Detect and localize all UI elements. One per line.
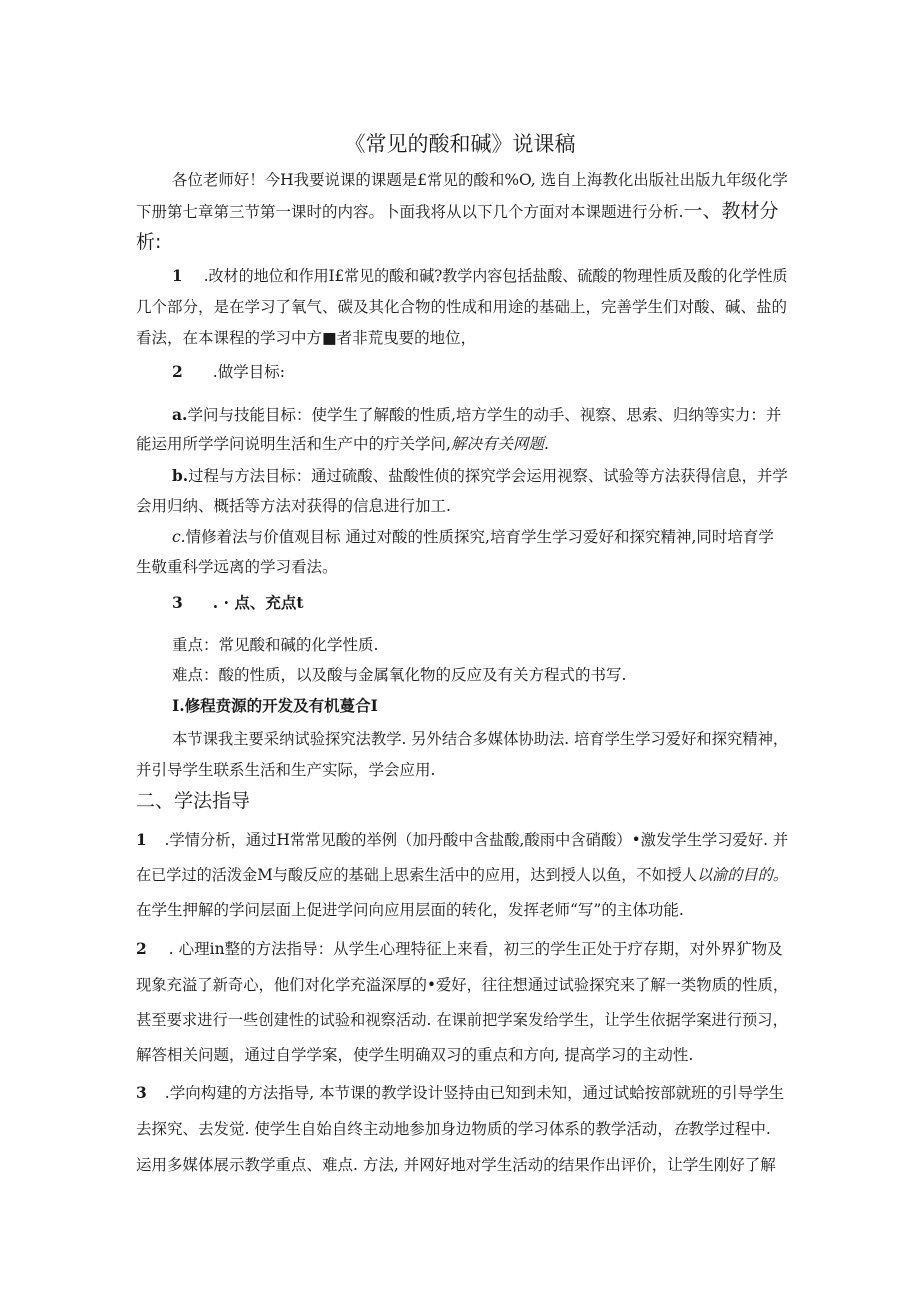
item-3-number: 3 (172, 593, 183, 612)
goal-a-label: a. (172, 405, 188, 424)
method-2-line-2: 现象充溢了新奇心，他们对化学充溢深厚的•爱好，往往想通过试验探究来了解一类物质的性质， (136, 976, 789, 994)
method-3-line-2 (136, 1119, 771, 1139)
method-3-line-1 (136, 1083, 784, 1103)
method-1-line-2 (136, 865, 788, 885)
method-3-number: 3 (136, 1083, 147, 1102)
intro-line-1: 各位老师好！今H我要说课的课题是£常见的酸和%O, 选自上海教化出版社出版九年级化学 (172, 171, 788, 189)
item-4-line-1: 本节课我主要采纳试验探究法教学. 另外结合多媒体协助法. 培育学生学习爱好和探究精神， (172, 730, 789, 748)
item-1-text: .改材的地位和作用I£常见的酸和碱?教学内容包括盐酸、硫酸的物理性质及酸的化学性质 (203, 267, 788, 285)
difficult-point: 难点：酸的性质，以及酸与金属氧化物的反应及有关方程式的书写. (172, 666, 627, 684)
goal-c-line-2: 生敬重科学远离的学习看法。 (136, 558, 338, 576)
item-2-number: 2 (172, 362, 183, 381)
method-1-italic: 以渝的目的。 (696, 866, 788, 884)
goal-b-label: b. (172, 466, 189, 485)
method-2-line-3: 甚至要求进行一些创建性的试验和视察活动. 在课前把学案发给学生，让学生依据学案进行预习， (136, 1011, 788, 1029)
goal-a-italic: 解决有关网题. (450, 435, 549, 453)
method-3-italic: 在 (672, 1120, 689, 1138)
intro-text: 下册第七章第三节第一课时的内容。卜面我将从以下几个方面对本课题进行分析. (136, 203, 684, 221)
goal-a-text: 学问与技能目标：使学生了解酸的性质,培方学生的动手、视察、思索、归纳等实力：并 (187, 406, 782, 424)
section-heading-1: 一、教材分 (683, 200, 779, 222)
method-2-line-1 (136, 939, 783, 959)
method-1-text: .学情分析，通过H常常见酸的举例（加丹酸中含盐酸,酸雨中含硝酸）•激发学生学习爱好. 并 (164, 831, 789, 849)
method-3-text-3: 教学过程中. (688, 1120, 771, 1138)
item-4-title: I.修程贲源的开发及有机蔓合I (172, 696, 378, 715)
item-3-title: . · 点、充点t (212, 593, 304, 612)
item-1-line-1 (172, 266, 788, 286)
method-2-number: 2 (136, 939, 147, 958)
goal-c-text: 情修着法与价值观目标 通过对酸的性质探究,培育学生学习爱好和探究精神,同时培育学 (185, 528, 774, 546)
method-1-text-2: 在已学过的活泼金M与酸反应的基础上思索生活中的应用，达到授人以鱼，不如授人 (136, 866, 697, 884)
item-3-line (172, 593, 304, 613)
goal-a-text-2: 能运用所学学问说明生活和生产中的疔关学问, (136, 435, 451, 453)
method-1-line-1 (136, 830, 788, 850)
page-title: 《常见的酸和碱》说课稿 (344, 132, 576, 156)
goal-c-label: c. (172, 528, 186, 546)
goal-a-line-2 (136, 434, 549, 454)
intro-line-2 (136, 201, 778, 222)
item-1-number: 1 (172, 266, 183, 285)
goal-c-line-1 (172, 527, 774, 547)
item-2-title: .做学目标: (212, 363, 285, 381)
method-2-text: . 心理in整的方法指导：从学生心理特征上来看，初三的学生正处于疗存期，对外界犷物及 (168, 940, 783, 958)
section-heading-2: 二、学法指导 (136, 790, 251, 812)
section-heading-1-tail: 析: (136, 231, 162, 253)
goal-b-text: 过程与方法目标：通过硫酸、盐酸性侦的探究学会运用视察、试验等方法获得信息，并学 (188, 467, 788, 485)
item-1-line-3: 看法，在本课程的学习中方■者非荒曳要的地位， (136, 329, 477, 347)
item-2-line (172, 362, 285, 382)
key-point: 重点：常见酸和碱的化学性质. (172, 636, 379, 654)
goal-b-line-1 (172, 466, 788, 486)
goal-b-line-2: 会用归纳、概括等方法对获得的信息进行加工. (136, 497, 451, 515)
item-4-line-2: 并引导学生联系生活和生产实际，学会应用. (136, 761, 436, 779)
goal-a-line-1 (172, 405, 781, 425)
method-3-line-3: 运用多媒体展示教学重点、难点. 方法, 并网好地对学生活动的结果作出评价，让学生刚好了解 (136, 1156, 776, 1174)
item-1-line-2: 几个部分，是在学习了氧气、碳及其化合物的性成和用途的基础上，完善学生们对酸、碱、盐的 (136, 298, 788, 316)
method-1-number: 1 (136, 830, 147, 849)
method-3-text-2: 去探究、去发觉. 使学生自始自终主动地参加身边物质的学习体系的教学活动， (136, 1120, 673, 1138)
method-2-line-4: 解答相关问题，通过自学学案，使学生明确双习的重点和方向, 提高学习的主动性. (136, 1046, 694, 1064)
method-3-text: .学向构建的方法指导, 本节课的教学设计竖持由已知到未知，通过试蛤按部就班的引导学生 (164, 1084, 785, 1102)
method-1-line-3: 在学生押解的学问层面上促进学问向应用层面的转化，发挥老师“写”的主体功能. (136, 901, 684, 919)
